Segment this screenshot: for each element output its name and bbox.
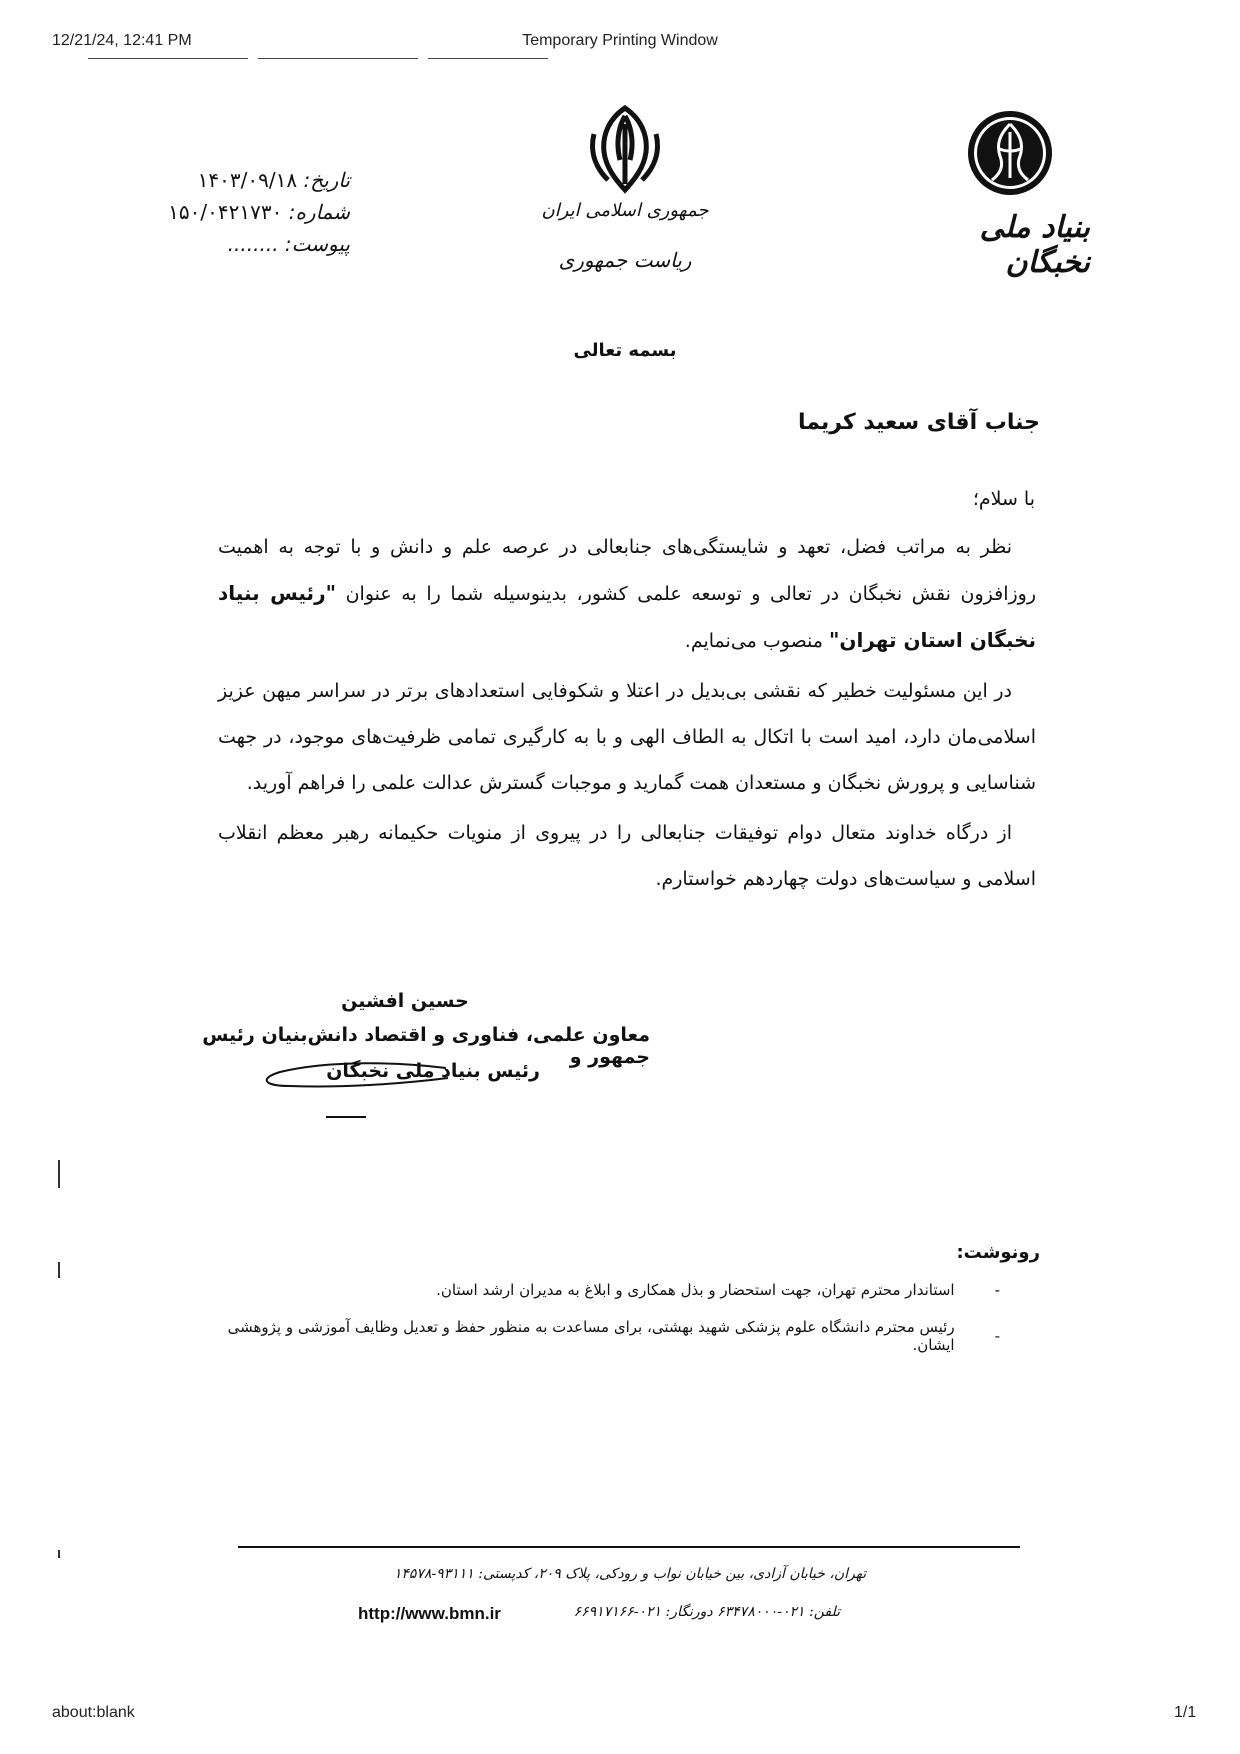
greeting: با سلام؛ [972, 488, 1035, 510]
signer-name: حسین افشین [341, 990, 469, 1012]
p1-part2: منصوب می‌نمایم. [684, 630, 829, 652]
scan-margin-mark [58, 1160, 60, 1188]
number-label: شماره: [288, 200, 350, 224]
p1-part1: نظر به مراتب فضل، تعهد و شایستگی‌های جنابعالی در عرصه علم و دانش و با توجه به اهمیت روزافزون نقش نخبگان در تعالی و توسعه علمی کشور، بدینوسیله شما را به عنوان [218, 536, 1037, 605]
print-url: about:blank [52, 1704, 135, 1721]
signature-underline [326, 1116, 366, 1118]
invocation: بسمه تعالی [573, 340, 677, 361]
scan-margin-mark [58, 1550, 60, 1558]
p1-title: "رئیس بنیاد نخبگان استان تهران" [218, 581, 1036, 652]
number-row [150, 200, 350, 224]
letter-meta [150, 168, 350, 256]
footer-address: تهران، خیابان آزادی، بین خیابان نواب و رودکی، پلاک ۲۰۹، کدپستی: ۹۳۱۱۱-۱۴۵۷۸ [393, 1566, 867, 1582]
attachment-value: ........ [227, 232, 279, 256]
signer-title-2: رئیس بنیاد ملی نخبگان [326, 1060, 540, 1082]
gov-line2: ریاست جمهوری [558, 248, 692, 272]
iran-emblem-icon [580, 104, 670, 194]
iran-emblem [580, 104, 670, 194]
date-row [150, 168, 350, 192]
date-label: تاریخ: [303, 168, 350, 192]
foundation-logo-text: بنیاد ملی نخبگان [979, 210, 1090, 280]
footer-website[interactable]: http://www.bmn.ir [358, 1604, 501, 1623]
cc-text: استاندار محترم تهران، جهت استحضار و بذل همکاری و ابلاغ به مدیران ارشد استان. [436, 1281, 955, 1299]
footer-phone: تلفن: ۰۲۱-۶۳۴۷۸۰۰۰ دورنگار: ۰۲۱-۶۶۹۱۷۱۶۶ [573, 1604, 840, 1620]
number-value: ۱۵۰/۰۴۲۱۷۳۰ [168, 200, 283, 224]
cc-bullet: - [994, 1281, 1000, 1299]
cc-text: رئیس محترم دانشگاه علوم پزشکی شهید بهشتی، برای مساعدت به منظور حفظ و تعدیل وظایف آموزشی و پژوهشی ایشان. [227, 1318, 955, 1354]
signer-title-1: معاون علمی، فناوری و اقتصاد دانش‌بنیان رئیس جمهور و [202, 1024, 650, 1068]
cc-bullet: - [994, 1327, 1000, 1345]
print-datetime: 12/21/24, 12:41 PM [52, 32, 192, 49]
cc-item [200, 1272, 1000, 1308]
attachment-row [150, 232, 350, 256]
recipient: جناب آقای سعید کریما [797, 410, 1040, 435]
print-window-title: Temporary Printing Window [522, 32, 718, 49]
letter-body [218, 524, 1036, 902]
paragraph-3: از درگاه خداوند متعال دوام توفیقات جنابعالی را در پیروی از منویات حکیمانه رهبر معظم انقلاب اسلامی و سیاست‌های دولت چهاردهم خواستارم. [218, 822, 1036, 890]
paragraph-2: در این مسئولیت خطیر که نقشی بی‌بدیل در اعتلا و شکوفایی استعدادهای برتر در سراسر میهن عزیز اسلامی‌مان دارد، امید است با اتکال به الطاف الهی و با به کارگیری تمامی ظرفیت‌های موجود، در جهت شناسایی و پرورش نخبگان و مستعدان همت گمارید و موجبات گسترش عدالت علمی را فراهم آورید. [218, 680, 1036, 794]
signature-stroke-icon [250, 1054, 450, 1094]
print-page-count: 1/1 [1174, 1704, 1197, 1721]
cc-heading: رونوشت: [956, 1242, 1040, 1263]
attachment-label: پیوست: [284, 232, 350, 256]
cc-list [200, 1272, 1000, 1354]
paragraph-1 [218, 524, 1036, 664]
cc-item [200, 1318, 1000, 1354]
footer-divider [238, 1546, 1020, 1548]
scan-margin-mark [58, 1262, 60, 1278]
gov-line1: جمهوری اسلامی ایران [541, 200, 709, 221]
date-value: ۱۴۰۳/۰۹/۱۸ [197, 168, 298, 192]
handwritten-signature [250, 1054, 450, 1094]
